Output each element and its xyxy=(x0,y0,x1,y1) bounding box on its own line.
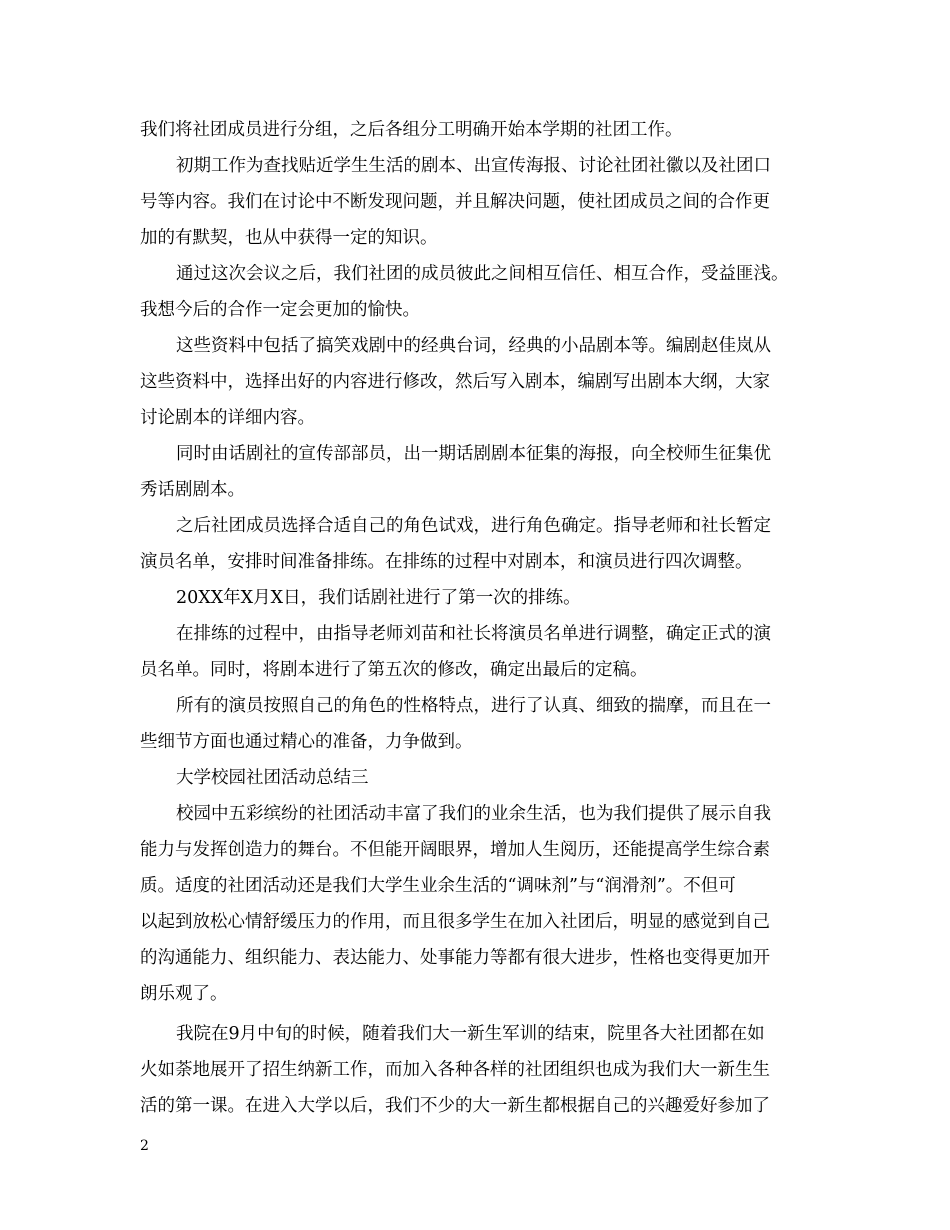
text-line: 朗乐观了。 xyxy=(140,984,228,1004)
text-line: 活的第一课。在进入大学以后，我们不少的大一新生都根据自己的兴趣爱好参加了 xyxy=(140,1096,770,1116)
text-line: 我院在9月中旬的时候，随着我们大一新生军训的结束，院里各大社团都在如 xyxy=(176,1024,765,1044)
text-line: 这些资料中，选择出好的内容进行修改，然后写入剧本，编剧写出剧本大纲，大家 xyxy=(140,372,770,392)
text-line: 些细节方面也通过精心的准备，力争做到。 xyxy=(140,732,473,752)
text-line: 火如荼地展开了招生纳新工作，而加入各种各样的社团组织也成为我们大一新生生 xyxy=(140,1060,770,1080)
text-line: 我们将社团成员进行分组，之后各组分工明确开始本学期的社团工作。 xyxy=(140,120,683,140)
text-line: 初期工作为查找贴近学生生活的剧本、出宣传海报、讨论社团社徽以及社团口 xyxy=(176,156,771,176)
text-line: 号等内容。我们在讨论中不断发现问题，并且解决问题，使社团成员之间的合作更 xyxy=(140,192,770,212)
text-line: 我想今后的合作一定会更加的愉快。 xyxy=(140,300,420,320)
text-line: 的沟通能力、组织能力、表达能力、处事能力等都有很大进步，性格也变得更加开 xyxy=(140,948,770,968)
text-line: 这些资料中包括了搞笑戏剧中的经典台词，经典的小品剧本等。编剧赵佳岚从 xyxy=(176,336,771,356)
text-line: 以起到放松心情舒缓压力的作用，而且很多学生在加入社团后，明显的感觉到自己 xyxy=(140,912,770,932)
text-line: 讨论剧本的详细内容。 xyxy=(140,408,315,428)
text-line: 校园中五彩缤纷的社团活动丰富了我们的业余生活，也为我们提供了展示自我 xyxy=(176,804,771,824)
text-line: 演员名单，安排时间准备排练。在排练的过程中对剧本，和演员进行四次调整。 xyxy=(140,552,753,572)
text-line: 加的有默契，也从中获得一定的知识。 xyxy=(140,228,438,248)
text-line: 员名单。同时，将剧本进行了第五次的修改，确定出最后的定稿。 xyxy=(140,660,648,680)
text-line: 能力与发挥创造力的舞台。不但能开阔眼界，增加人生阅历，还能提高学生综合素 xyxy=(140,840,770,860)
text-line: 20XX年X月X日，我们话剧社进行了第一次的排练。 xyxy=(176,588,581,608)
text-line: 秀话剧剧本。 xyxy=(140,480,245,500)
text-line: 之后社团成员选择合适自己的角色试戏，进行角色确定。指导老师和社长暂定 xyxy=(176,516,771,536)
page-number: 2 xyxy=(140,1138,149,1154)
text-line: 同时由话剧社的宣传部部员，出一期话剧剧本征集的海报，向全校师生征集优 xyxy=(176,444,771,464)
text-line: 质。适度的社团活动还是我们大学生业余生活的“调味剂”与“润滑剂”。不但可 xyxy=(140,876,736,896)
text-line: 在排练的过程中，由指导老师刘苗和社长将演员名单进行调整，确定正式的演 xyxy=(176,624,771,644)
text-line: 所有的演员按照自己的角色的性格特点，进行了认真、细致的揣摩，而且在一 xyxy=(176,696,771,716)
text-line: 大学校园社团活动总结三 xyxy=(176,768,369,788)
text-line: 通过这次会议之后，我们社团的成员彼此之间相互信任、相互合作，受益匪浅。 xyxy=(176,264,789,284)
